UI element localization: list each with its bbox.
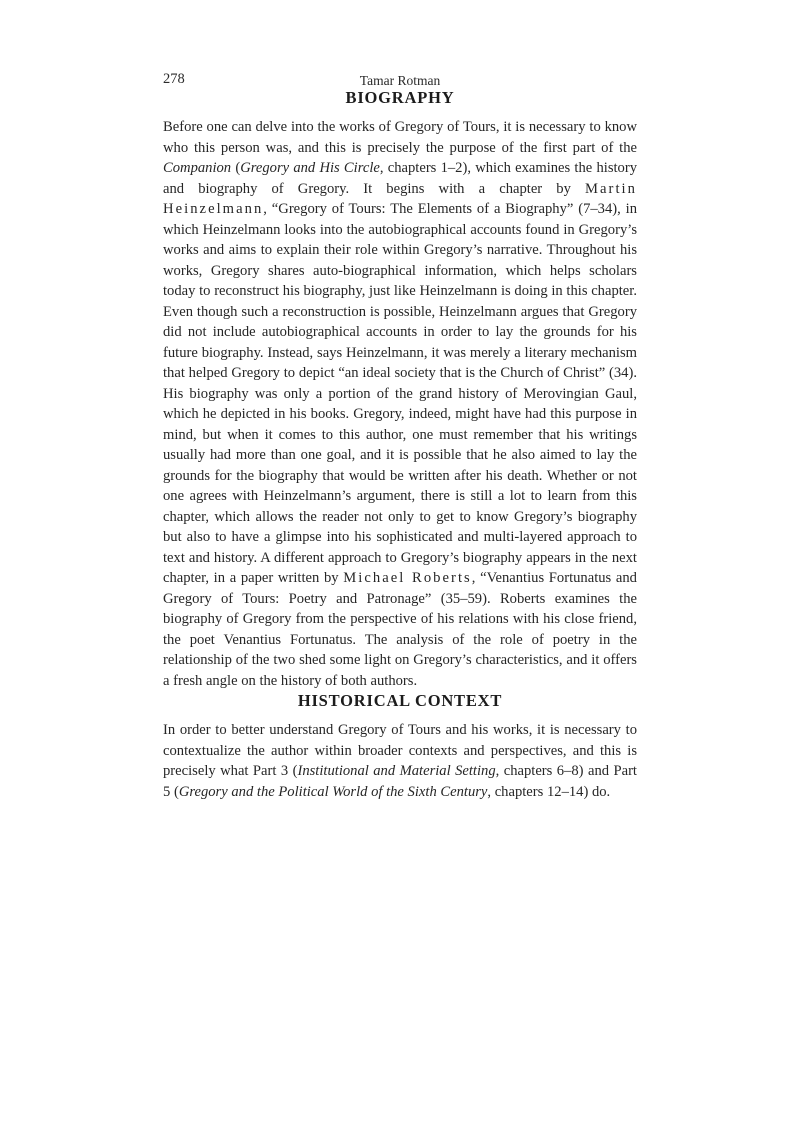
text-block [163,71,637,802]
historical-context-paragraph [163,720,637,802]
running-header [163,71,637,88]
biography-paragraph [163,117,637,691]
section-heading-biography: BIOGRAPHY [345,88,455,107]
body-text: , chapters 12–14) do. [487,783,611,800]
letterspaced-name-text: Martin Heinzelmann [163,180,637,217]
body-text: Before one can delve into the works of Gregory of Tours, it is necessary to know who this person was, and this is precisely the purpose of the first part of the [163,119,637,156]
body-text: , chapters 6–8) and Part 5 ( [163,763,637,800]
body-text: , “Gregory of Tours: The Elements of a Biography” (7–34), in which Heinzelmann looks into the autobiographical accounts found in Gregory’s works and aims to explain their role within Gregory’s narrative. Throughout his works, Gregory shares auto-biographical information, which helps scholars today to reconstruct his biography, just like Heinzelmann is doing in this chapter. Even though such a reconstruction is possible, Heinzelmann argues that Gregory did not include autobiographical accounts in order to lay the grounds for his future biography. Instead, says Heinzelmann, it was merely a literary mechanism that helped Gregory to depict “an ideal society that is the Church of Christ” (34). His biography was only a portion of the grand history of Merovingian Gaul, which he depicted in his books. Gregory, indeed, might have had this purpose in mind, but when it comes to this author, one must remember that his writings usually had more than one goal, and it is possible that he also aimed to lay the grounds for the biography that would be written after his death. Whether or not one agrees with Heinzelmann’s argument, there is still a lot to learn from this chapter, which allows the reader not only to get to know Gregory’s biography but also to have a glimpse into his sophisticated and multi-layered approach to text and history. A different approach to Gregory’s biography appears in the next chapter, in a paper written by [163,201,637,586]
body-text: , chapters 1–2), which examines the history and biography of Gregory. It begins with a chapter by [163,160,638,197]
body-text: In order to better understand Gregory of Tours and his works, it is necessary to contextualize the author within broader contexts and perspectives, and this is precisely what Part 3 ( [163,722,637,779]
section-heading-historical-context: HISTORICAL CONTEXT [297,691,503,710]
body-text: , “Venantius Fortunatus and Gregory of Tours: Poetry and Patronage” (35–59). Roberts examines the biography of Gregory from the perspective of his relations with his close friend, the poet Venantius Fortunatus. The analysis of the role of poetry in the relationship of the two shed some light on Gregory’s characteristics, and it offers a fresh angle on the history of both authors. [163,570,637,689]
body-text: ( [231,160,241,176]
page-number: 278 [163,71,185,87]
italic-title-text: Gregory and the Political World of the Sixth Century [178,783,488,800]
italic-title-text: Companion [163,160,232,176]
running-header-author: Tamar Rotman [359,72,441,88]
italic-title-text: Gregory and His Circle [240,160,380,176]
italic-title-text: Institutional and Material Setting [297,763,496,779]
letterspaced-name-text: Michael Roberts [343,570,472,586]
